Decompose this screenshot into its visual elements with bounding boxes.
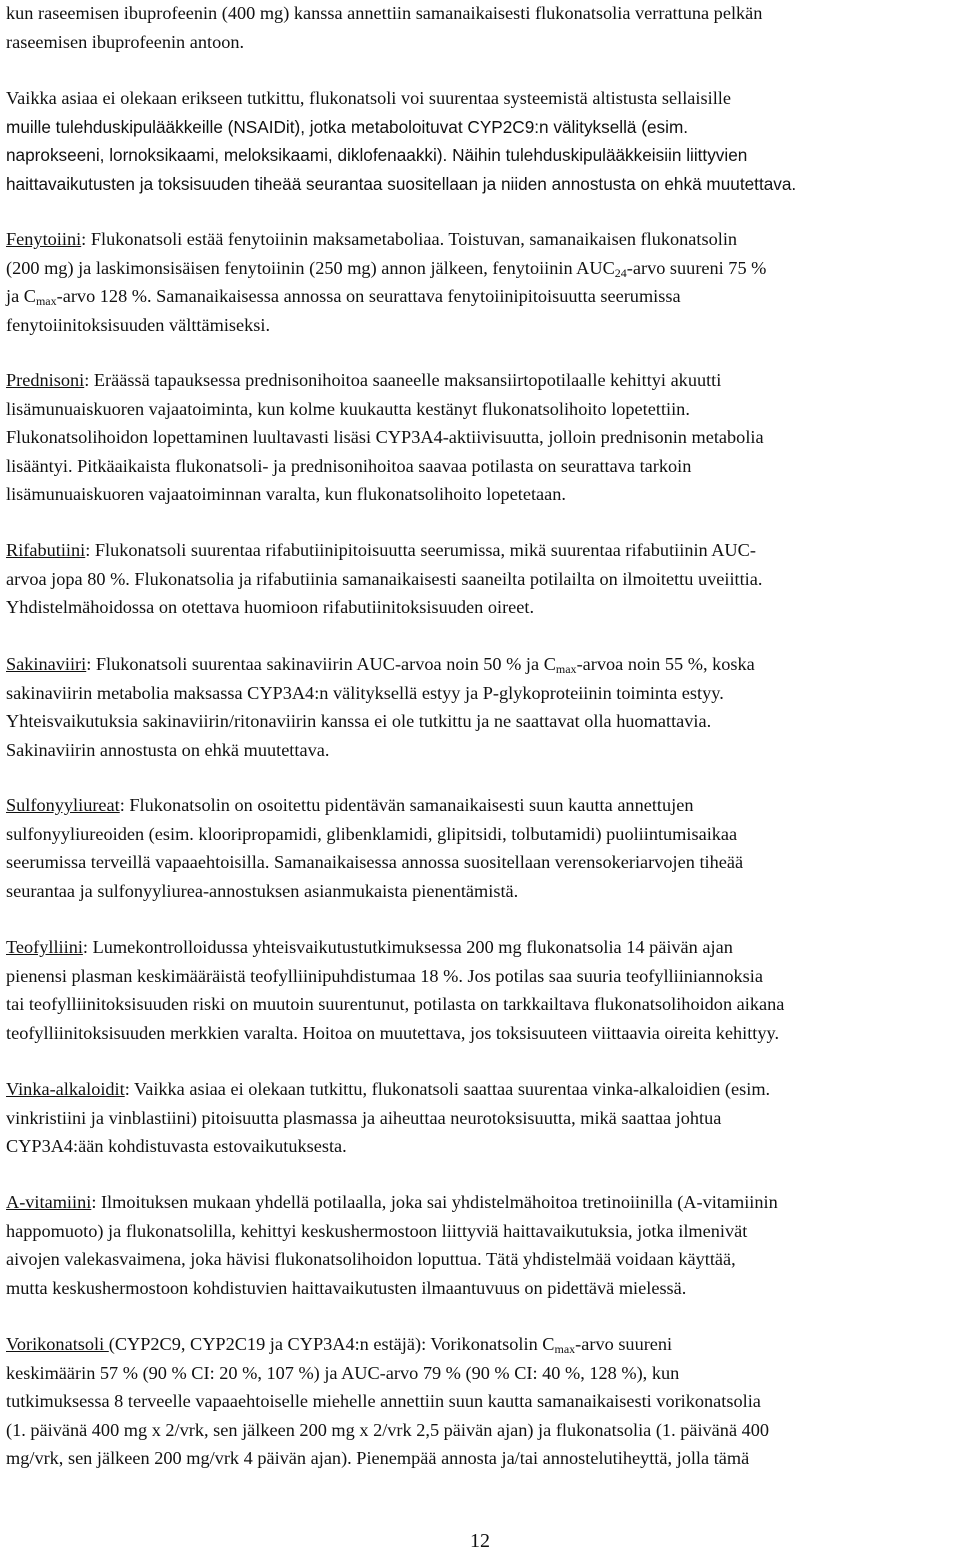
paragraph-prednisoni <box>6 366 764 509</box>
text-line: lisämunuaiskuoren vajaatoiminta, kun kolme kuukautta kestänyt flukonatsolihoito lopetettiin. <box>6 398 690 419</box>
text-segment: ja C <box>6 286 36 306</box>
subscript: 24 <box>614 265 627 280</box>
term-heading: Teofylliini <box>6 937 83 957</box>
text-line: fenytoiinitoksisuuden välttämiseksi. <box>6 314 271 335</box>
term-heading: Sakinaviiri <box>6 654 87 674</box>
paragraph-fenytoiini <box>6 225 766 339</box>
text-line <box>6 933 784 962</box>
text-line <box>6 536 762 565</box>
text-segment: : Flukonatsolin on osoitettu pidentävän samanaikaisesti suun kautta annettujen <box>119 795 694 815</box>
term-heading: Fenytoiini <box>6 229 82 249</box>
text-line: Yhteisvaikutuksia sakinaviirin/ritonaviirin kanssa ei ole tutkittu ja ne saattavat olla huomattavia. <box>6 711 712 731</box>
text-line: muille tulehduskipulääkkeille (NSAIDit), jotka metaboloituvat CYP2C9:n välityksellä (esim. <box>6 116 689 137</box>
text-line: tutkimuksessa 8 terveelle vapaaehtoiselle miehelle annettiin suun kautta samanaikaisesti vorikonatsolia <box>6 1391 761 1411</box>
text-line: teofylliinitoksisuuden merkkien varalta. Hoitoa on muutettava, jos toksisuuteen viittaavia oireita kehittyy. <box>6 1022 780 1043</box>
text-line: happomuoto) ja flukonatsolilla, kehittyi keskushermostoon liittyviä haittavaikutuksia, jotka ilmenivät <box>6 1220 748 1241</box>
text-line: raseemisen ibuprofeenin antoon. <box>6 31 245 52</box>
text-segment: -arvo suureni <box>575 1334 673 1354</box>
text-line: haittavaikutusten ja toksisuuden tiheää seurantaa suositellaan ja niiden annostusta on ehkä muutettava. <box>6 173 797 194</box>
text-line: CYP3A4:ään kohdistuvasta estovaikutuksesta. <box>6 1136 347 1156</box>
text-segment: : Flukonatsoli suurentaa sakinaviirin AUC-arvoa noin 50 % ja C <box>86 654 556 674</box>
text-segment: (CYP2C9, CYP2C19 ja CYP3A4:n estäjä): Vorikonatsolin C <box>108 1334 555 1354</box>
text-line <box>6 1330 769 1359</box>
text-segment: : Eräässä tapauksessa prednisonihoitoa saaneelle maksansiirtopotilaalle kehittyi akuutti <box>84 370 722 390</box>
paragraph-rifabutiini <box>6 536 762 622</box>
paragraph-sulfonyyliureat <box>6 791 743 905</box>
text-segment: : Flukonatsoli estää fenytoiinin maksametaboliaa. Toistuvan, samanaikaisen flukonatsolin <box>81 229 738 249</box>
text-line: Flukonatsolihoidon lopettaminen luultavasti lisäsi CYP3A4-aktiivisuutta, jolloin prednisonin metabolia <box>6 427 764 447</box>
text-line <box>6 225 766 254</box>
text-segment: : Flukonatsoli suurentaa rifabutiinipitoisuutta seerumissa, mikä suurentaa rifabutiinin AUC- <box>85 540 756 560</box>
text-line: aivojen valekasvaimena, joka hävisi flukonatsolihoidon loputtua. Tätä yhdistelmää voidaan käyttää, <box>6 1249 736 1269</box>
text-line: Vaikka asiaa ei olekaan erikseen tutkittu, flukonatsoli voi suurentaa systeemistä altistusta sellaisille <box>6 88 731 108</box>
text-line: tai teofylliinitoksisuuden riski on muutoin suurentunut, potilasta on tarkkailtava flukonatsolihoidon aikana <box>6 994 785 1014</box>
text-line: seurantaa ja sulfonyyliurea-annostuksen asianmukaista pienentämistä. <box>6 880 519 901</box>
text-line <box>6 1075 770 1104</box>
text-line <box>6 791 743 820</box>
paragraph-vorikonatsoli <box>6 1330 769 1473</box>
term-heading: Vorikonatsoli <box>6 1334 109 1354</box>
text-line: keskimäärin 57 % (90 % CI: 20 %, 107 %) ja AUC-arvo 79 % (90 % CI: 40 %, 128 %), kun <box>6 1362 680 1383</box>
text-line: Sakinaviirin annostusta on ehkä muutettava. <box>6 739 330 760</box>
text-line: vinkristiini ja vinblastiini) pitoisuutta plasmassa ja aiheuttaa neurotoksisuutta, mikä saattaa johtua <box>6 1107 722 1128</box>
paragraph-ibuprofen-continued <box>6 0 762 56</box>
paragraph-teofylliini <box>6 933 784 1047</box>
term-heading: A-vitamiini <box>6 1192 92 1212</box>
text-line: arvoa jopa 80 %. Flukonatsolia ja rifabutiinia samanaikaisesti saaneilta potilailta on ilmoitettu uveiittia. <box>6 568 763 589</box>
text-line: lisääntyi. Pitkäaikaista flukonatsoli- ja prednisonihoitoa saavaa potilasta on seurattava tarkoin <box>6 455 692 476</box>
text-segment: : Vaikka asiaa ei olekaan tutkittu, flukonatsoli saattaa suurentaa vinka-alkaloidien (esim. <box>124 1079 771 1099</box>
paragraph-nsaid <box>6 84 796 198</box>
term-heading: Sulfonyyliureat <box>6 795 120 815</box>
text-line: naprokseeni, lornoksikaami, meloksikaami, diklofenaakki). Näihin tulehduskipulääkkeisiin liittyvien <box>6 145 748 165</box>
term-heading: Vinka-alkaloidit <box>6 1079 125 1099</box>
paragraph-a-vitamiini <box>6 1188 778 1302</box>
text-segment: -arvo suureni 75 % <box>626 257 767 278</box>
text-segment: (200 mg) ja laskimonsisäisen fenytoiinin (250 mg) annon jälkeen, fenytoiinin AUC <box>6 257 615 278</box>
text-segment: : Ilmoituksen mukaan yhdellä potilaalla, joka sai yhdistelmähoitoa tretinoiinilla (A-vitamiinin <box>91 1192 778 1212</box>
text-line: mg/vrk, sen jälkeen 200 mg/vrk 4 päivän ajan). Pienempää annosta ja/tai annostelutiheyttä, jolla tämä <box>6 1448 750 1468</box>
text-segment: -arvo 128 %. Samanaikaisessa annossa on seurattava fenytoiinipitoisuutta seerumissa <box>56 286 681 306</box>
page-number: 12 <box>470 1530 490 1552</box>
text-line: Yhdistelmähoidossa on otettava huomioon rifabutiinitoksisuuden oireet. <box>6 597 535 617</box>
text-line <box>6 1188 778 1217</box>
text-line: sakinaviirin metabolia maksassa CYP3A4:n välityksellä estyy ja P-glykoproteiinin toiminta estyy. <box>6 682 724 703</box>
subscript: max <box>555 662 577 676</box>
text-line <box>6 254 766 283</box>
text-segment: : Lumekontrolloidussa yhteisvaikutustutkimuksessa 200 mg flukonatsolia 14 päivän ajan <box>82 937 733 957</box>
text-line: lisämunuaiskuoren vajaatoiminnan varalta, kun flukonatsolihoito lopetetaan. <box>6 484 566 504</box>
paragraph-vinka-alkaloidit <box>6 1075 770 1161</box>
text-line: kun raseemisen ibuprofeenin (400 mg) kanssa annettiin samanaikaisesti flukonatsolia verrattuna pelkän <box>6 3 763 23</box>
text-line <box>6 650 755 679</box>
paragraph-sakinaviiri <box>6 650 755 764</box>
text-line: (1. päivänä 400 mg x 2/vrk, sen jälkeen 200 mg x 2/vrk 2,5 päivän ajan) ja flukonatsolia (1. päivänä 400 <box>6 1419 770 1440</box>
text-segment: -arvoa noin 55 %, koska <box>576 654 755 674</box>
text-line <box>6 282 766 311</box>
text-line: seerumissa terveillä vapaaehtoisilla. Samanaikaisessa annossa suositellaan verensokeriarvojen tiheää <box>6 852 744 872</box>
text-line <box>6 366 764 395</box>
text-line: sulfonyyliureoiden (esim. klooripropamidi, glibenklamidi, glipitsidi, tolbutamidi) puoliintumisaikaa <box>6 823 738 844</box>
subscript: max <box>554 1342 576 1356</box>
text-line: mutta keskushermostoon kohdistuvien haittavaikutusten ilmaantuvuus on pidettävä mielessä. <box>6 1277 687 1298</box>
term-heading: Rifabutiini <box>6 540 86 560</box>
term-heading: Prednisoni <box>6 370 85 390</box>
subscript: max <box>35 294 57 308</box>
text-line: pienensi plasman keskimääräistä teofylliinipuhdistumaa 18 %. Jos potilas saa suuria teofylliiniannoksia <box>6 965 763 986</box>
